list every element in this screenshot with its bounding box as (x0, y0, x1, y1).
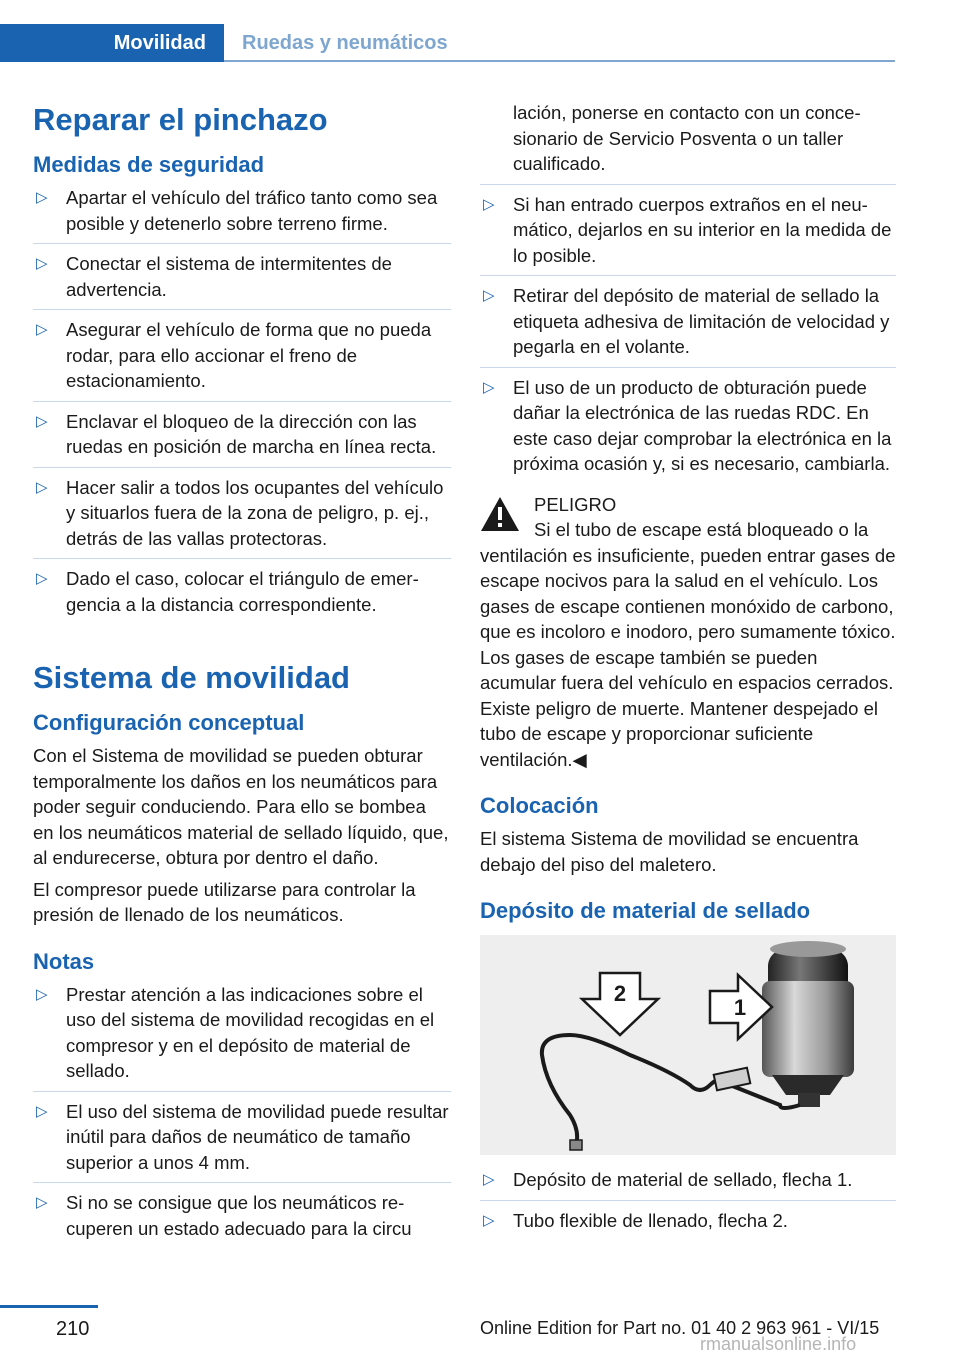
tab-ruedas-neumaticos[interactable]: Ruedas y neumáticos (242, 31, 448, 54)
list-item: ▷ Tubo flexible de llenado, flecha 2. (480, 1208, 896, 1241)
list-item: ▷ Prestar atención a las indicaciones sobre el uso del sistema de movilidad recogidas en el compresor y en el depósito de material de sellado. (33, 982, 451, 1092)
figure-legend-list (480, 1167, 896, 1240)
arrow-2-label: 2 (613, 981, 627, 1006)
triangle-bullet-icon: ▷ (483, 1171, 495, 1188)
subsection-notas: Notas (33, 948, 95, 974)
page-number: 210 (56, 1318, 90, 1340)
arrow-1-label: 1 (733, 995, 747, 1020)
sealant-container-illustration (480, 935, 896, 1155)
warning-text: Si el tubo de escape está bloqueado o la ventilación es insuficiente, pueden entrar gases de escape nocivos para la salud en el vehículo. Los gases de escape contienen monóxido de carbono, que es incoloro e inodoro, pero sumamente tóxico. Los gases de escape también se pueden acumular fuera del vehículo en espacios cerrados. Existe peligro de muerte. Mantener despejado el tubo de escape y proporcionar suficiente ventilación.◀ (480, 519, 896, 770)
left-column (33, 95, 451, 1255)
list-item: ▷ Si no se consigue que los neumáticos recuperen un estado adecuado para la circu (36, 1192, 412, 1239)
triangle-bullet-icon: ▷ (36, 189, 48, 206)
safety-list (33, 185, 451, 624)
warning-triangle-icon (480, 496, 520, 532)
list-item: ▷ Asegurar el vehículo de forma que no pueda rodar, para ello accionar el freno de estacionamiento. (33, 317, 451, 402)
footer-rule (0, 1305, 98, 1308)
triangle-bullet-icon: ▷ (36, 412, 48, 430)
watermark: rmanualsonline.info (700, 1334, 857, 1354)
edition-note: Online Edition for Part no. 01 40 2 963 961 - VI/15 (480, 1318, 880, 1338)
paragraph-configuracion: Con el Sistema de movilidad se pueden obturar temporalmente los daños en los neumáticos para poder seguir conduciendo. Para ello se bombea en los neumáticos material de sellado líquido, que, al endurecerse, obtura por dentro el daño. (33, 745, 449, 868)
list-item: ▷ Dado el caso, colocar el triángulo de emergencia a la distancia correspondiente. (36, 568, 419, 615)
tab-movilidad[interactable]: Movilidad (0, 24, 224, 62)
paragraph-compresor: El compresor puede utilizarse para controlar la presión de llenado de los neumáticos. (33, 878, 416, 925)
triangle-bullet-icon: ▷ (36, 321, 48, 338)
list-item: ▷ Apartar el vehículo del tráfico tanto como sea posible y detenerlo sobre terreno firme. (33, 185, 451, 244)
subsection-colocacion: Colocación (480, 793, 599, 818)
subsection-medidas-seguridad: Medidas de seguridad (33, 152, 265, 177)
list-item: ▷ Si han entrado cuerpos extraños en el neumático, dejarlos en su interior en la medida de lo posible. (480, 192, 896, 277)
triangle-bullet-icon: ▷ (36, 255, 48, 272)
tab-divider (224, 60, 895, 62)
triangle-bullet-icon: ▷ (483, 378, 495, 396)
list-item-continuation: lación, ponerse en contacto con un concesionario de Servicio Posventa o un taller cualificado. (480, 100, 896, 185)
notes-list (33, 982, 451, 1249)
section-title-sistema-movilidad: Sistema de movilidad (33, 660, 350, 695)
triangle-bullet-icon: ▷ (483, 287, 495, 304)
list-item: ▷ El uso del sistema de movilidad puede resultar inútil para daños de neumático de tamaño superior a unos 4 mm. (33, 1099, 451, 1184)
list-item: ▷ Enclavar el bloqueo de la dirección con las ruedas en posición de marcha en línea recta. (33, 409, 451, 468)
sealant-kit-figure (480, 935, 896, 1155)
list-item: ▷ El uso de un producto de obturación puede dañar la electrónica de las ruedas RDC. En este caso dejar comprobar la electrónica en la próxima ocasión y, si es necesario, cambiarla. (483, 376, 892, 474)
triangle-bullet-icon: ▷ (36, 1194, 48, 1211)
warning-title: PELIGRO (534, 493, 617, 515)
list-item: ▷ Conectar el sistema de intermitentes de advertencia. (33, 251, 451, 310)
triangle-bullet-icon: ▷ (36, 478, 48, 496)
subsection-deposito: Depósito de material de sellado (480, 898, 811, 923)
triangle-bullet-icon: ▷ (483, 1211, 495, 1229)
subsection-configuracion: Configuración conceptual (33, 710, 305, 735)
triangle-bullet-icon: ▷ (36, 1102, 48, 1120)
right-column (480, 100, 896, 1247)
notes-list-continued (480, 192, 896, 484)
list-item: ▷ Hacer salir a todos los ocupantes del vehículo y situarlos fuera de la zona de peligro, p. ej., detrás de las vallas protectoras. (33, 475, 451, 560)
warning-box (480, 492, 896, 773)
triangle-bullet-icon: ▷ (36, 985, 48, 1003)
chapter-tabs (0, 24, 895, 62)
list-item: ▷ Depósito de material de sellado, flecha 1. (480, 1167, 896, 1201)
section-title-reparar: Reparar el pinchazo (33, 102, 328, 137)
triangle-bullet-icon: ▷ (483, 195, 495, 213)
container-body-shape (762, 981, 854, 1077)
triangle-bullet-icon: ▷ (36, 570, 48, 587)
paragraph-colocacion: El sistema Sistema de movilidad se encuentra debajo del piso del maletero. (480, 828, 859, 875)
list-item: ▷ Retirar del depósito de material de sellado la etiqueta adhesiva de limitación de velocidad y pegarla en el volante. (480, 283, 896, 368)
